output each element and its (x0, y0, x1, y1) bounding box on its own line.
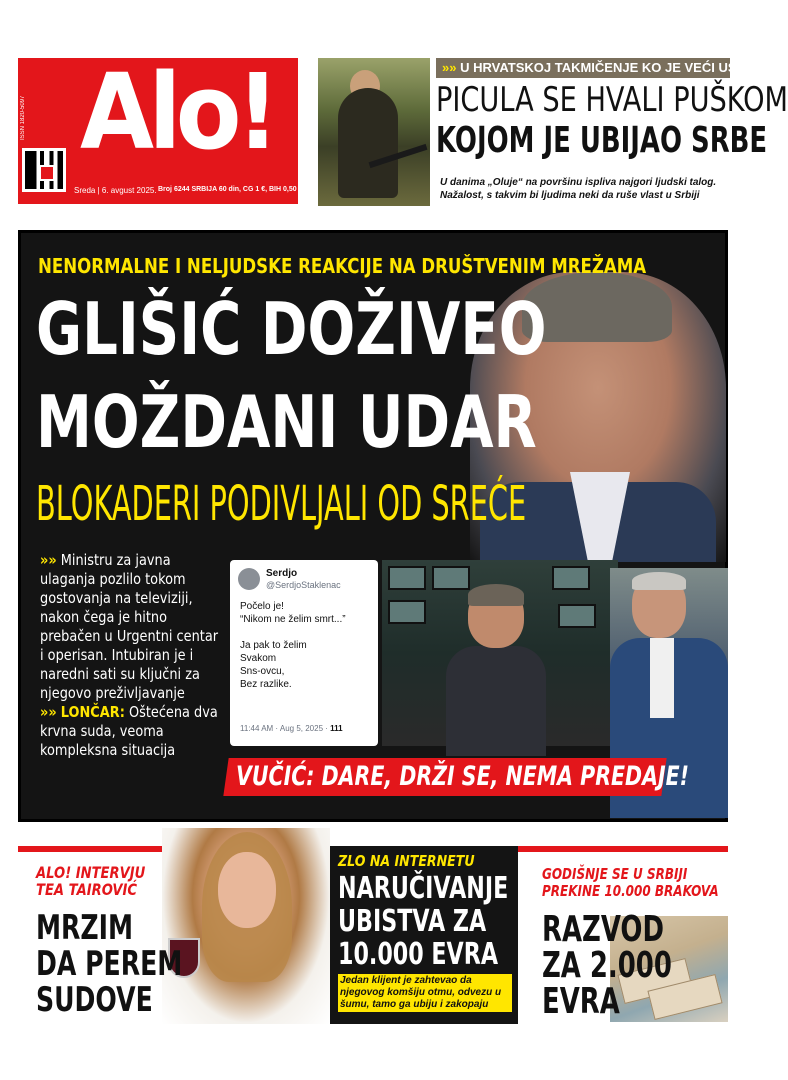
main-body-text: Ministru za javna ulaganja pozlilo tokom gostovanja na televiziji, nakon čega je hitno prebačen u Urgentni centar i operisan. Intubiran je i naredni sati su ključni za njegovo preživljavanje (40, 551, 219, 702)
issue-date: Sreda | 6. avgust 2025. (74, 186, 157, 195)
crime-headline[interactable]: NARUČIVANJE UBISTVA ZA 10.000 EVRA (338, 871, 509, 972)
chevron-icon: »» (40, 551, 57, 569)
main-headline-line2[interactable]: MOŽDANI UDAR (36, 380, 537, 464)
tea-kicker: ALO! INTERVJU TEA TAIROVIĆ (36, 863, 146, 899)
teaser-kicker: »» U HRVATSKOJ TAKMIČENJE KO JE VEĆI USTAŠA (436, 58, 730, 78)
tea-photo[interactable] (162, 828, 330, 1024)
teaser-headline-line2[interactable]: KOJOM JE UBIJAO SRBE (436, 120, 768, 161)
teaser-photo[interactable] (318, 58, 430, 206)
tweet-text: Počelo je! “Nikom ne želim smrt...” Ja pak to želim Svakom Sns-ovcu, Bez razlike. (240, 601, 346, 690)
masthead (18, 51, 310, 204)
chevron-icon: »» (442, 60, 457, 75)
chevron-icon: »» (40, 703, 57, 721)
main-body (40, 551, 222, 760)
divorce-headline[interactable]: RAZVOD ZA 2.000 EVRA (542, 909, 672, 1022)
crime-subtitle: Jedan klijent je zahtevao da njegovog komšiju otmu, odvezu u šumu, tamo ga ubiju i zakopaju (338, 974, 512, 1012)
teaser-subtitle: U danima „Oluje“ na površinu ispliva najgori ljudski talog. Nažalost, s takvim bi ljudima neki da ruše vlast u Srbiji (440, 177, 717, 201)
tweet-card[interactable] (230, 560, 378, 746)
issn-barcode: ISSN 1820-5097 (20, 95, 26, 140)
avatar (238, 568, 260, 590)
tv-studio-photo[interactable] (382, 560, 618, 746)
divorce-kicker: GODIŠNJE SE U SRBIJI PREKINE 10.000 BRAKOVA (542, 865, 719, 900)
teaser-headline-line1[interactable]: PICULA SE HVALI PUŠKOM (436, 80, 788, 120)
tweet-author-handle: @SerdjoStaklenac (266, 580, 341, 590)
qr-code-icon (22, 148, 66, 192)
main-body2-text: Oštećena dva krvna suda, veoma kompleksna situacija (40, 703, 218, 759)
issue-number-price: Broj 6244 SRBIJA 60 din, CG 1 €, BIH 0,50 KM (158, 186, 310, 193)
main-kicker: NENORMALNE I NELJUDSKE REAKCIJE NA DRUŠTVENIM MREŽAMA (38, 254, 647, 278)
tea-headline[interactable]: MRZIM DA PEREM SUDOVE (36, 908, 183, 1020)
tweet-author-name: Serdjo (266, 568, 298, 579)
main-body2-label: LONČAR: (60, 703, 125, 721)
quote-text[interactable]: VUČIĆ: DARE, DRŽI SE, NEMA PREDAJE! (236, 761, 689, 792)
main-deck: BLOKADERI PODIVLJALI OD SREĆE (36, 476, 527, 532)
crime-kicker: ZLO NA INTERNETU (338, 852, 475, 870)
tweet-meta: 11:44 AM · Aug 5, 2025 · 111 (240, 724, 343, 733)
logo[interactable]: Alo! (80, 51, 275, 173)
tweet-views: 111 (330, 724, 343, 733)
main-headline-line1[interactable]: GLIŠIĆ DOŽIVEO (36, 287, 547, 371)
